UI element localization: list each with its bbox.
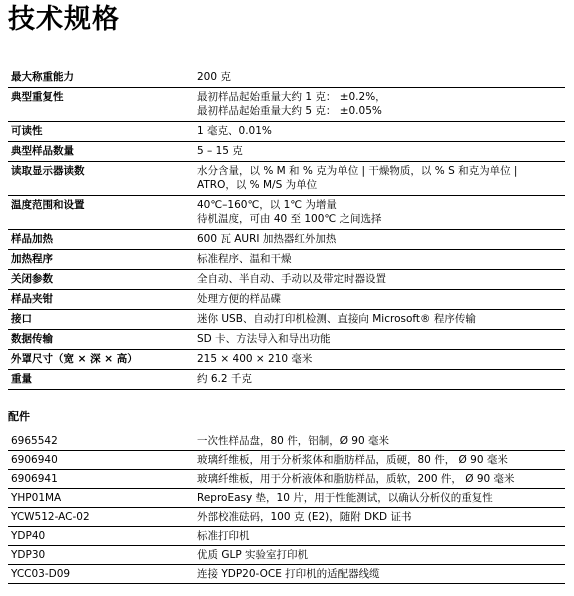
- spec-label: 样品加热: [11, 233, 53, 245]
- spec-value: [195, 310, 565, 329]
- spec-value-line: 600 瓦 AURI 加热器红外加热: [197, 233, 337, 245]
- spec-value-line: 迷你 USB、自动打印机检测、直接向 Microsoft® 程序传输: [197, 313, 476, 325]
- spec-label: 温度范围和设置: [11, 199, 85, 211]
- accessory-code: 6906941: [11, 473, 58, 485]
- spec-value-line: SD 卡、方法导入和导出功能: [197, 333, 331, 345]
- spec-value-line: 200 克: [197, 71, 231, 83]
- spec-value-line: 5 – 15 克: [197, 145, 243, 157]
- accessory-row: [8, 489, 565, 508]
- spec-row: [8, 270, 565, 290]
- spec-value-line: 约 6.2 千克: [197, 373, 252, 385]
- spec-label: 外罩尺寸（宽 × 深 × 高）: [11, 353, 138, 365]
- spec-value: [195, 350, 565, 369]
- accessory-code: YCW512-AC-02: [11, 511, 90, 523]
- accessory-row: [8, 508, 565, 527]
- spec-row: [8, 310, 565, 330]
- accessory-row: [8, 432, 565, 451]
- spec-row: [8, 196, 565, 230]
- spec-label: 可读性: [11, 125, 43, 137]
- spec-label: 关闭参数: [11, 273, 53, 285]
- spec-label: 接口: [11, 313, 32, 325]
- spec-value-line: 标准程序、温和干燥: [197, 253, 292, 265]
- spec-row: [8, 162, 565, 196]
- spec-value: [195, 290, 565, 309]
- accessories-table: [8, 432, 565, 584]
- spec-value-line: 40℃–160℃，以 1℃ 为增量: [197, 199, 337, 211]
- accessory-row: [8, 470, 565, 489]
- accessory-description: 玻璃纤维板，用于分析液体和脂肪样品，质软，200 件， Ø 90 毫米: [197, 473, 515, 485]
- accessory-code: 6965542: [11, 435, 58, 447]
- spec-label: 数据传输: [11, 333, 53, 345]
- spec-value-line: 水分含量，以 % M 和 % 克为单位 | 干燥物质，以 % S 和克为单位 |: [197, 165, 518, 177]
- spec-value: [195, 250, 565, 269]
- spec-value: [195, 196, 565, 229]
- spec-value: [195, 370, 565, 389]
- spec-label: 读取显示器读数: [11, 165, 85, 177]
- spec-label: 样品夹钳: [11, 293, 53, 305]
- spec-value-line: 215 × 400 × 210 毫米: [197, 353, 313, 365]
- spec-label: 加热程序: [11, 253, 53, 265]
- accessory-code: YCC03-D09: [11, 568, 71, 580]
- spec-value: [195, 270, 565, 289]
- spec-row: [8, 250, 565, 270]
- accessory-description: 外部校准砝码，100 克 (E2)，随附 DKD 证书: [197, 511, 412, 523]
- spec-row: [8, 142, 565, 162]
- page-title: 技术规格: [8, 4, 120, 35]
- accessory-description: 标准打印机: [197, 530, 250, 542]
- spec-row: [8, 68, 565, 88]
- accessory-row: [8, 546, 565, 565]
- spec-value: [195, 88, 565, 121]
- spec-label: 典型样品数量: [11, 145, 74, 157]
- accessory-row: [8, 527, 565, 546]
- spec-value-line: 处理方便的样品碟: [197, 293, 281, 305]
- spec-row: [8, 122, 565, 142]
- accessory-row: [8, 565, 565, 584]
- spec-row: [8, 350, 565, 370]
- accessory-description: ReproEasy 垫，10 片，用于性能测试，以确认分析仪的重复性: [197, 492, 493, 504]
- spec-value-line: 1 毫克、0.01%: [197, 125, 272, 137]
- spec-value: [195, 162, 565, 195]
- spec-row: [8, 88, 565, 122]
- accessory-description: 玻璃纤维板，用于分析浆体和脂肪样品，质硬，80 件， Ø 90 毫米: [197, 454, 508, 466]
- accessory-description: 一次性样品盘，80 件，铝制，Ø 90 毫米: [197, 435, 389, 447]
- accessory-code: YDP40: [11, 530, 46, 542]
- spec-value: [195, 122, 565, 141]
- spec-label: 典型重复性: [11, 91, 64, 103]
- spec-row: [8, 330, 565, 350]
- accessory-row: [8, 451, 565, 470]
- accessory-code: YDP30: [11, 549, 46, 561]
- spec-value-line: 最初样品起始重量大约 5 克： ±0.05%: [197, 105, 382, 117]
- accessory-code: 6906940: [11, 454, 58, 466]
- spec-value: [195, 330, 565, 349]
- spec-value: [195, 68, 565, 87]
- spec-value-line: 待机温度，可由 40 至 100℃ 之间选择: [197, 213, 382, 225]
- spec-value: [195, 230, 565, 249]
- spec-table: [8, 68, 565, 390]
- spec-row: [8, 290, 565, 310]
- accessories-heading: 配件: [8, 410, 30, 423]
- spec-value-line: 最初样品起始重量大约 1 克： ±0.2%，: [197, 91, 386, 103]
- spec-row: [8, 230, 565, 250]
- spec-value: [195, 142, 565, 161]
- accessory-code: YHP01MA: [11, 492, 62, 504]
- accessory-description: 连接 YDP20-OCE 打印机的适配器线缆: [197, 568, 380, 580]
- spec-row: [8, 370, 565, 390]
- accessory-description: 优质 GLP 实验室打印机: [197, 549, 308, 561]
- spec-value-line: ATRO，以 % M/S 为单位: [197, 179, 318, 191]
- spec-label: 最大称重能力: [11, 71, 74, 83]
- spec-value-line: 全自动、半自动、手动以及带定时器设置: [197, 273, 386, 285]
- spec-label: 重量: [11, 373, 32, 385]
